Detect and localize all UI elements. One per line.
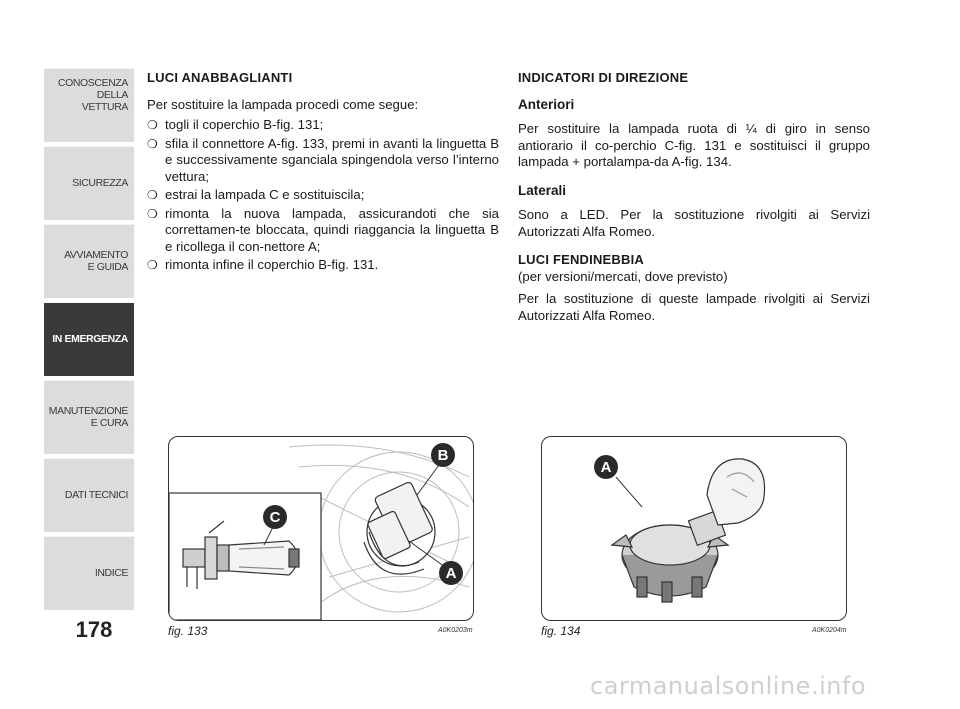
bullet-icon: ❍ bbox=[147, 136, 158, 151]
tab-sicurezza[interactable] bbox=[44, 146, 134, 220]
tab-label-line: SICUREZZA bbox=[72, 177, 128, 189]
bullet-icon: ❍ bbox=[147, 258, 158, 272]
label-c: C bbox=[269, 509, 281, 526]
tab-label-line: E CURA bbox=[90, 417, 128, 429]
fog-note: (per versioni/mercati, dove previsto) bbox=[518, 268, 728, 284]
list-item bbox=[147, 257, 499, 274]
label-a: A bbox=[445, 565, 457, 582]
subheading-anteriori: Anteriori bbox=[518, 96, 575, 112]
label-a: A bbox=[600, 459, 612, 476]
subheading-laterali: Laterali bbox=[518, 182, 567, 198]
label-b: B bbox=[437, 447, 449, 464]
tab-label-line: E GUIDA bbox=[87, 261, 128, 273]
section-heading-luci-anabbaglianti: LUCI ANABBAGLIANTI bbox=[147, 70, 293, 85]
bullet-icon: ❍ bbox=[147, 118, 158, 132]
step-text: togli il coperchio B-fig. 131; bbox=[165, 117, 324, 132]
left-column bbox=[147, 70, 499, 276]
tab-label-line: DATI TECNICI bbox=[64, 489, 128, 501]
tab-indice[interactable] bbox=[44, 536, 134, 610]
side-text: Sono a LED. Per la sostituzione rivolgiti ai Servizi Autorizzati Alfa Romeo. bbox=[518, 207, 870, 239]
list-item bbox=[147, 187, 499, 204]
watermark: carmanualsonline.info bbox=[590, 672, 867, 700]
steps-list bbox=[147, 117, 499, 274]
tab-label-line: MANUTENZIONE bbox=[48, 405, 128, 417]
list-item bbox=[147, 117, 499, 134]
page-number: 178 bbox=[75, 617, 113, 642]
step-text: estrai la lampada C e sostituiscila; bbox=[165, 187, 365, 202]
tab-in-emergenza[interactable] bbox=[44, 302, 134, 376]
fog-text: Per la sostituzione di queste lampade rivolgiti ai Servizi Autorizzati Alfa Romeo. bbox=[518, 291, 870, 323]
tab-label-line: INDICE bbox=[94, 567, 128, 579]
list-item bbox=[147, 206, 499, 256]
figure-caption-134: fig. 134 bbox=[541, 624, 581, 638]
bullet-icon: ❍ bbox=[147, 206, 158, 221]
bullet-icon: ❍ bbox=[147, 188, 158, 202]
figure-caption-133: fig. 133 bbox=[168, 624, 208, 638]
right-column bbox=[518, 70, 870, 324]
figure-code-133: A0K0203m bbox=[438, 627, 473, 634]
tab-manutenzione-e-cura[interactable] bbox=[44, 380, 134, 454]
headlamp-illustration bbox=[169, 437, 473, 620]
figure-134 bbox=[541, 436, 847, 621]
section-heading-fendinebbia: LUCI FENDINEBBIA bbox=[518, 252, 644, 267]
tab-conoscenza-della-vettura[interactable] bbox=[44, 68, 134, 142]
list-item bbox=[147, 136, 499, 186]
intro-text: Per sostituire la lampada procedi come segue: bbox=[147, 96, 419, 112]
tab-label-line: AVVIAMENTO bbox=[64, 249, 128, 261]
front-text: Per sostituire la lampada ruota di ¼ di giro in senso antiorario il co-perchio C-fig. 131 e sostituisci il gruppo lampada + portalampa-da A-fig. 134. bbox=[518, 121, 870, 169]
tab-label-line: DELLA bbox=[96, 89, 128, 101]
step-text: sfila il connettore A-fig. 133, premi in avanti la linguetta B e successivamente sganciala spingendola verso l’interno vettura; bbox=[165, 135, 499, 184]
figure-code-134: A0K0204m bbox=[812, 627, 847, 634]
tab-avviamento-e-guida[interactable] bbox=[44, 224, 134, 298]
step-text: rimonta la nuova lampada, assicurandoti che sia correttamen-te bloccata, quindi riaggancia la linguetta B e ricollega il con-nettore A; bbox=[165, 205, 499, 254]
section-heading-indicatori: INDICATORI DI DIREZIONE bbox=[518, 70, 689, 85]
tab-dati-tecnici[interactable] bbox=[44, 458, 134, 532]
tab-label-line: IN EMERGENZA bbox=[52, 333, 128, 345]
tab-label-line: VETTURA bbox=[81, 101, 128, 113]
step-text: rimonta infine il coperchio B-fig. 131. bbox=[165, 257, 379, 272]
figure-133 bbox=[168, 436, 474, 621]
tab-label-line: CONOSCENZA bbox=[57, 77, 128, 89]
turn-signal-bulb-illustration bbox=[542, 437, 846, 620]
